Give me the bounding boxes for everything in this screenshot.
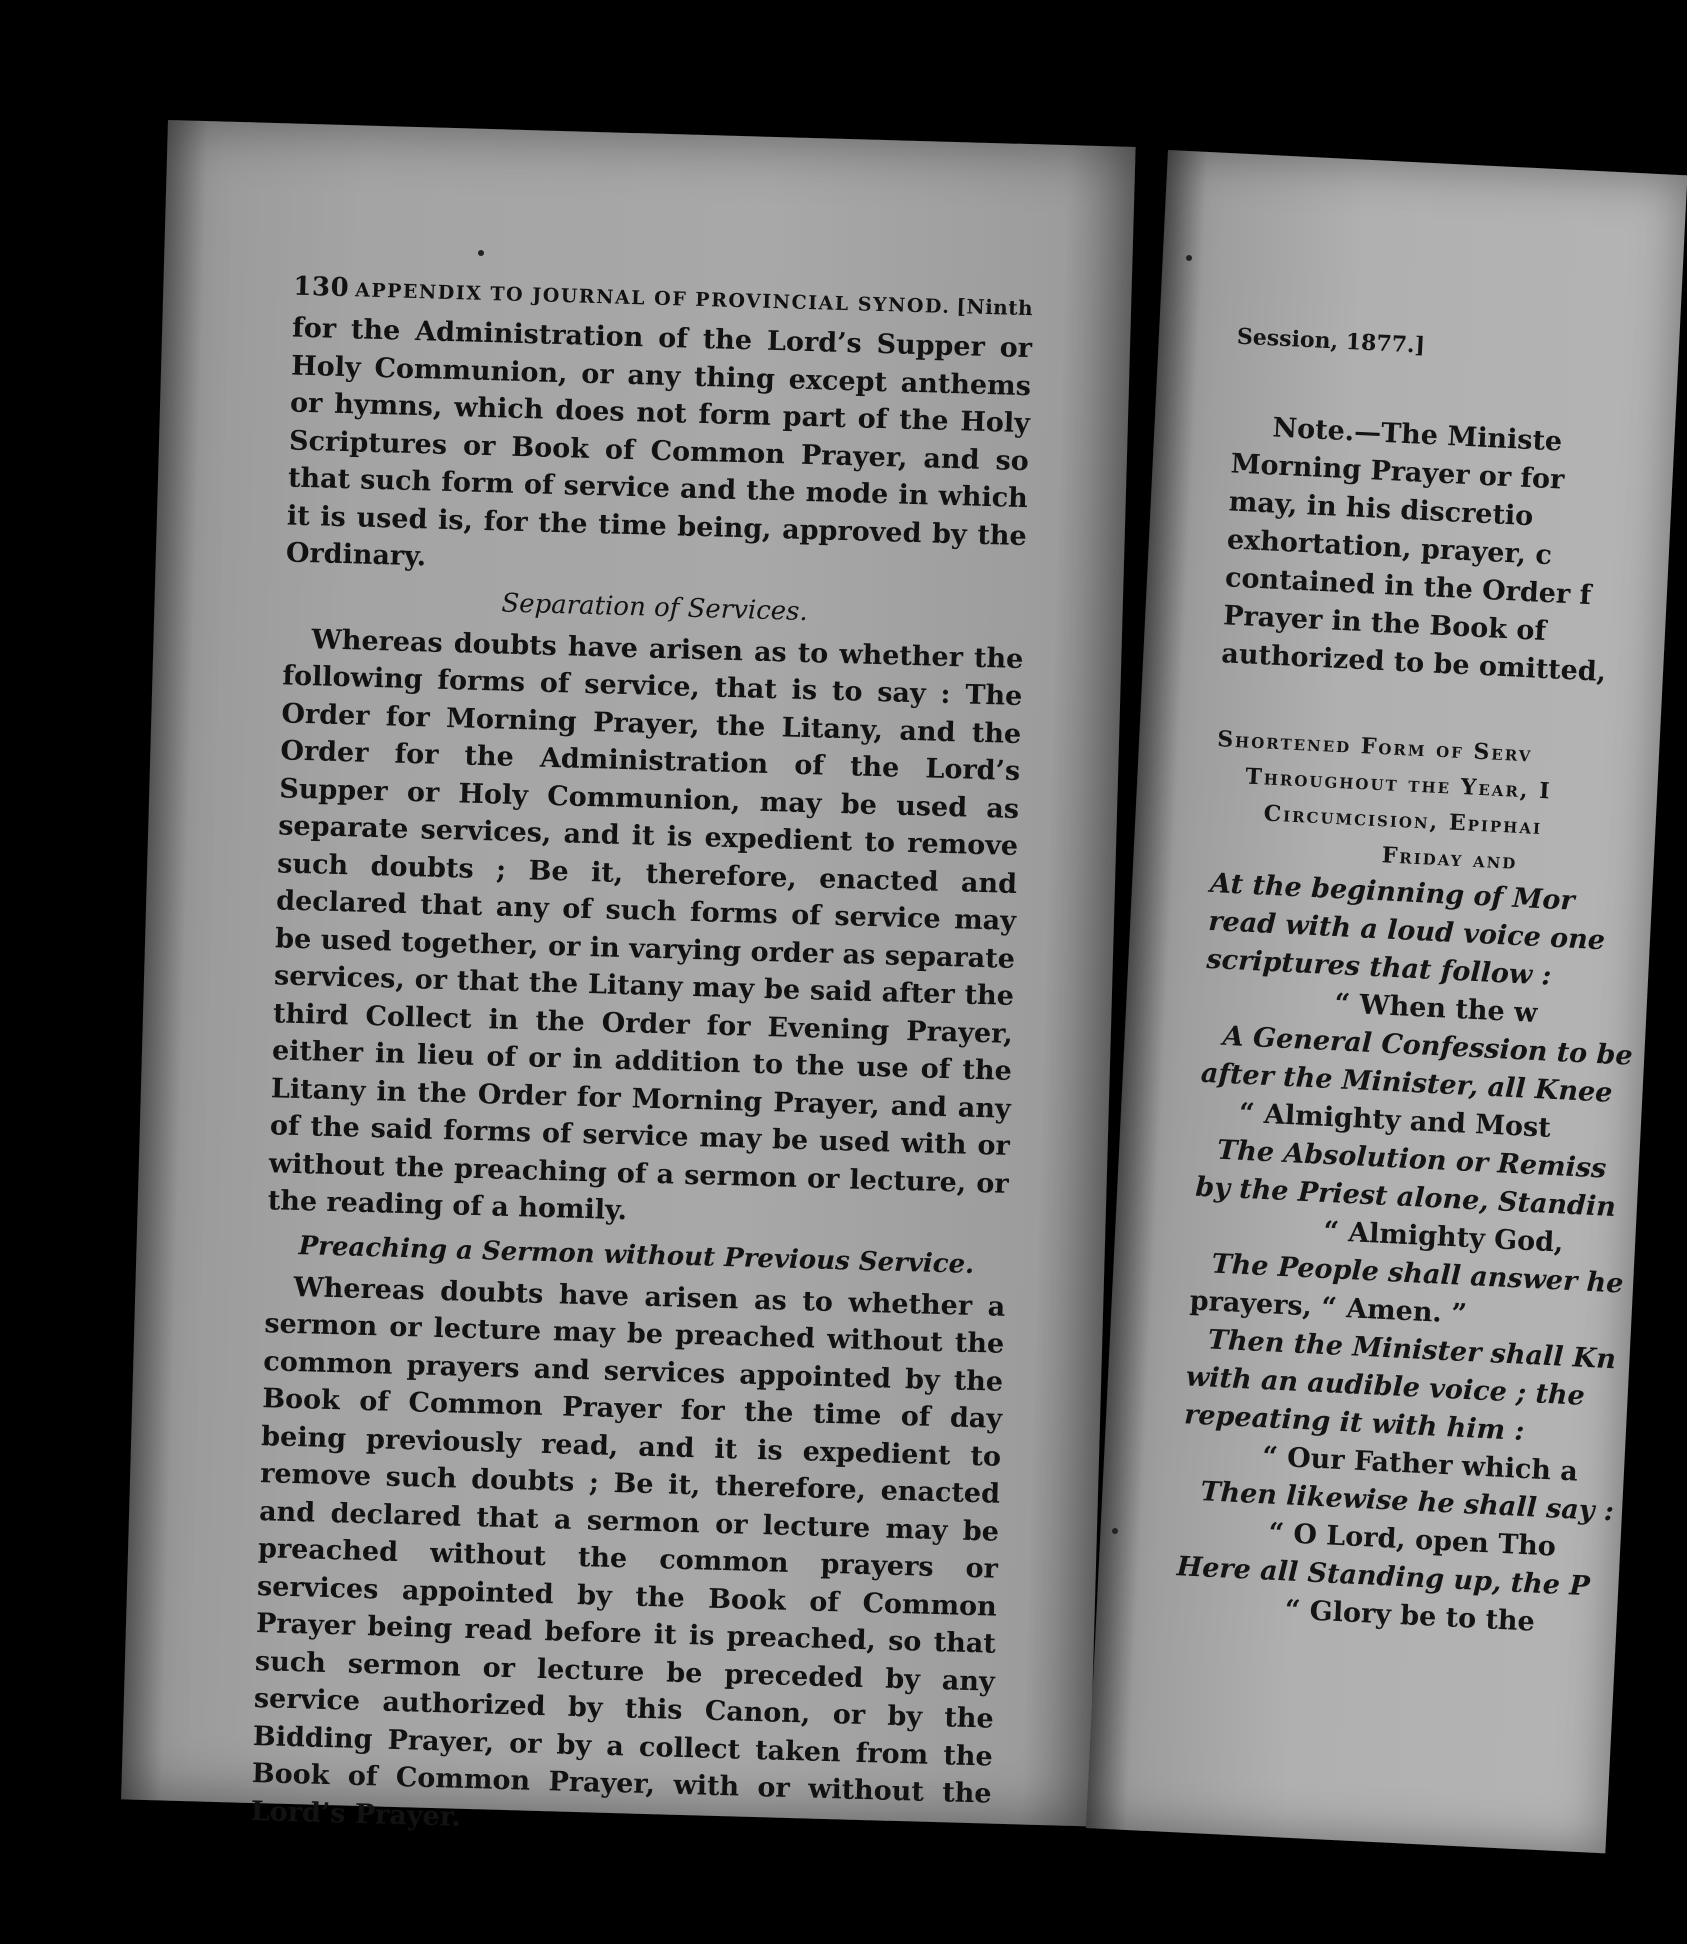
section-heading-separation: Separation of Services. (501, 588, 809, 627)
running-session: [Ninth (956, 294, 1034, 321)
note-line: authorized to be omitted, (1220, 638, 1607, 689)
note-line: Morning Prayer or for (1229, 448, 1566, 496)
rubric-line: read with a loud voice one (1207, 905, 1606, 957)
quote-line: “ Almighty God, (1322, 1215, 1565, 1259)
form-title-line: Throughout the Year, I (1244, 763, 1553, 805)
right-page (1086, 150, 1687, 1853)
quote-line: “ Our Father which a (1261, 1441, 1579, 1488)
scan-speck (1112, 1528, 1118, 1534)
rubric-line: A General Confession to be (1222, 1020, 1634, 1072)
quote-line: “ Glory be to the (1284, 1594, 1536, 1638)
right-page-content (1174, 324, 1677, 1646)
scan-speck (478, 250, 484, 256)
form-title-line: Friday and (1381, 842, 1519, 875)
paragraph-1: for the Administration of the Lord’s Supper or Holy Communion, or any thing except anthems or hymns, which does not form part of the Holy Scriptures or Book of Common Prayer, and so that such form of service and the mode in which it is used is, for the time being, approved by the Ordinary. (285, 312, 1033, 573)
note-line: Prayer in the Book of (1222, 600, 1547, 648)
rubric-line: Then the Minister shall Kn (1207, 1324, 1617, 1376)
rubric-line: The People shall answer he (1210, 1248, 1625, 1300)
form-title-line: Shortened Form of Serv (1216, 726, 1533, 768)
rubric-line: scriptures that follow : (1205, 943, 1553, 992)
rubric-line: repeating it with him : (1183, 1399, 1526, 1447)
note-line: exhortation, prayer, c (1226, 524, 1553, 572)
rubric-line: after the Minister, all Knee (1200, 1057, 1614, 1109)
quote-line: “ When the w (1333, 988, 1539, 1030)
note-line: contained in the Order f (1224, 562, 1592, 612)
rubric-line: The Absolution or Remiss (1216, 1134, 1607, 1185)
running-title: APPENDIX TO JOURNAL OF PROVINCIAL SYNOD. (354, 279, 951, 318)
form-title-line: Circumcision, Epiphai (1263, 800, 1543, 841)
rubric-line: with an audible voice ; the (1185, 1361, 1586, 1412)
quote-line: “ Almighty and Most (1238, 1097, 1552, 1144)
body-text (250, 310, 1032, 1851)
paragraph-3: Whereas doubts have arisen as to whether a sermon or lecture may be preached without the common prayers and services appointed by the Book of Common Prayer for the time of day being previously read, and it is expedient to remove such doubts ; Be it, therefore, enacted and declared that a sermon or lecture may be preached without the common prayers or services appointed by the Book of Common Prayer being read before it is preached, so that such sermon or lecture be preceded by any service authorized by this Canon, or by the Bidding Prayer, or by a collect taken from the Book of Common Prayer, with or without the Lord’s Prayer. (250, 1271, 1006, 1833)
note-line: may, in his discretio (1228, 486, 1534, 533)
note-line: Note.—The Ministe (1271, 412, 1563, 458)
left-page-content (250, 272, 1033, 1851)
rubric-line: At the beginning of Mor (1209, 867, 1576, 917)
rubric-line: Then likewise he shall say : (1199, 1476, 1615, 1528)
paragraph-2: Whereas doubts have arisen as to whether the following forms of service, that is to say : The Order for Morning Prayer, the Litany, and the Order for the Administration of the Lord’s Supper or Holy Communion, may be used as separate services, and it is expedient to remove such doubts ; Be it, therefore, enacted and declared that any of such forms of service may be used together, or in varying order as separate services, or that the Litany may be said after the third Collect in the Order for Evening Prayer, either in lieu of or in addition to the use of the Litany in the Order for Morning Prayer, and any of the said forms of service may be used with or without the preaching of a sermon or lecture, or the reading of a homily. (267, 623, 1024, 1227)
left-page (121, 120, 1136, 1833)
scan-speck (1186, 255, 1192, 261)
quote-line: “ O Lord, open Tho (1267, 1517, 1557, 1563)
rubric-line: by the Priest alone, Standin (1194, 1171, 1617, 1224)
right-running-session: Session, 1877.] (1236, 323, 1426, 359)
page-number: 130 (292, 271, 350, 304)
rubric-line: Here all Standing up, the P (1176, 1551, 1591, 1603)
amen-line: prayers, “ Amen. ” (1189, 1285, 1468, 1330)
section-heading-preaching: Preaching a Sermon without Previous Service. (298, 1230, 975, 1280)
